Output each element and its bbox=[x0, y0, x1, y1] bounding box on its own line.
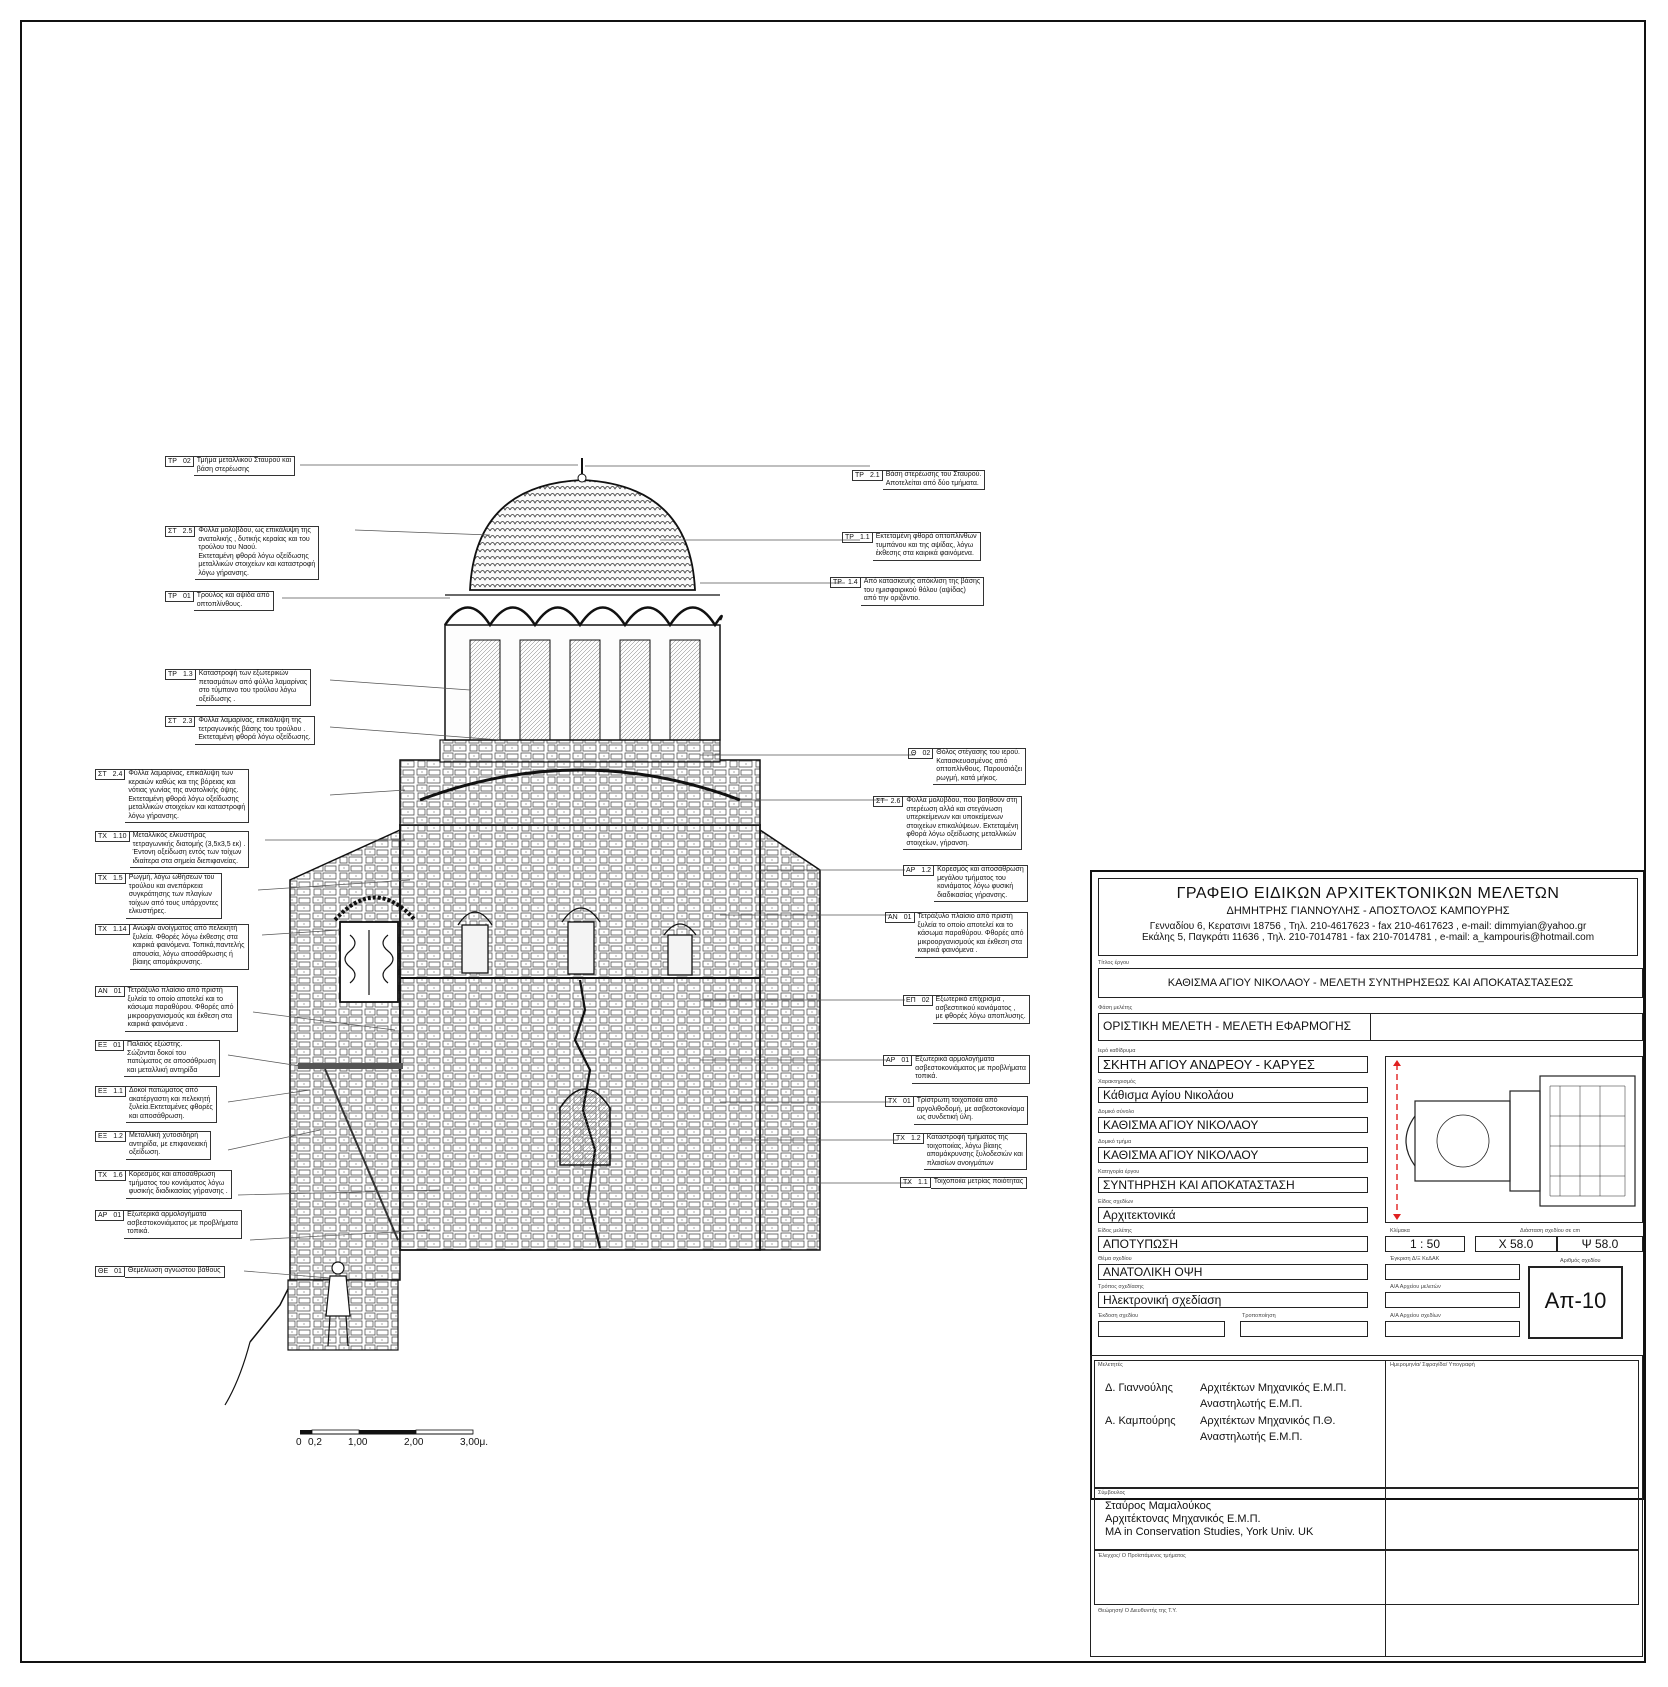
complex-label: Δομικό σύνολο bbox=[1098, 1109, 1135, 1115]
note-ep-02: ΕΠ 02 Εξωτερικό επίχρισμα , ασβεστιτικού κονιάματος , με φθορές λόγω αποπλυσης. bbox=[903, 995, 1030, 1024]
modification-field bbox=[1240, 1321, 1368, 1337]
author1-name: Δ. Γιαννούλης bbox=[1105, 1382, 1173, 1394]
note-ar-01-right: ΑΡ 01 Εξωτερικά αρμολογήματα ασβεστοκονιάματος με προβλήματα τοπικά. bbox=[883, 1055, 1030, 1084]
side-wall-right bbox=[760, 830, 820, 1250]
drawing-kind-field: Αρχιτεκτονικά bbox=[1098, 1207, 1368, 1223]
author1-title1: Αρχιτέκτων Μηχανικός Ε.Μ.Π. bbox=[1200, 1382, 1347, 1394]
holy-field: ΣΚΗΤΗ ΑΓΙΟΥ ΑΝΔΡΕΟΥ - ΚΑΡΥΕΣ bbox=[1098, 1056, 1368, 1073]
note-tx-1-5: ΤΧ 1.5 Ρωγμή, λόγω ωθήσεων του τρούλου και ανεπάρκεια συγκράτησης των πλαγίων τοίχων από τους υπάρχοντες ελκυστήρες. bbox=[95, 873, 222, 919]
drawing-kind-label: Είδος σχεδίων bbox=[1098, 1199, 1134, 1205]
approval-label: Έγκριση Δ/Ξ ΚεΔΑΚ bbox=[1390, 1256, 1440, 1262]
subject-label: Θέμα σχεδίου bbox=[1098, 1256, 1132, 1262]
approval-field bbox=[1385, 1264, 1520, 1280]
note-st-2-4: ΣΤ 2.4 Φύλλα λαμαρίνας, επικάλυψη των κεραιών καθώς και της βόρειας και νότιας γωνίας της ανατολικής όψης. Εκτεταμένη φθορά λόγω οξείδωσης μεταλλικών στοιχείων και καταστροφή λόγω γήρανσης. bbox=[95, 769, 249, 823]
section-field: ΚΑΘΙΣΜΑ ΑΓΙΟΥ ΝΙΚΟΛΑΟΥ bbox=[1098, 1147, 1368, 1163]
method-field: Ηλεκτρονική σχεδίαση bbox=[1098, 1292, 1368, 1308]
scale-bar-labels bbox=[296, 1437, 516, 1451]
dim-x-field: Χ 58.0 bbox=[1475, 1236, 1557, 1252]
edition-label: Έκδοση σχεδίου bbox=[1098, 1313, 1139, 1319]
note-tr-01: ΤΡ 01 Τρούλος και αψίδα από οπτοπλίνθους. bbox=[165, 591, 274, 611]
study-kind-label: Είδος μελέτης bbox=[1098, 1228, 1132, 1234]
method-label: Τρόπος σχεδίασης bbox=[1098, 1284, 1144, 1290]
author1-title2: Αναστηλωτής Ε.Μ.Π. bbox=[1200, 1398, 1303, 1410]
note-ar-1-2: ΑΡ 1.2 Κορεσμός και αποσάθρωση μεγάλου τμήματος του κονιάματος λόγω φυσική διαδικασίας γήρανσης. bbox=[903, 865, 1028, 902]
note-st-2-6: ΣΤ 2.6 Φύλλα μολύβδου, που βοηθούν στη στερέωση αλλά και στεγάνωση υπερκείμενων και υποκείμενων στοιχείων επικαλύψεων. Εκτεταμένη φθορά λόγω οξείδωσης μεταλλικών στοιχείων, γήρανση. bbox=[873, 796, 1022, 850]
firm-header bbox=[1098, 878, 1638, 956]
note-tx-1-10: ΤΧ 1.10 Μεταλλικός ελκυστήρας τετραγωνικής διατομής (3,5x3,5 εκ) . Έντονη οξείδωση εντός των τοίχων ιδιαίτερα στα σημεία διεπιφανείας. bbox=[95, 831, 249, 868]
note-tx-01: ΤΧ 01 Τρίστρωτη τοιχοποιία από αργολιθοδομή, με ασβεστοκονίαμα ως συνδετική ύλη. bbox=[885, 1096, 1028, 1125]
dome-base-square bbox=[440, 740, 720, 762]
note-tx-1-2: ΤΧ 1.2 Καταστροφή τμήματος της τοιχοποιίας, λόγω βίαιης απομάκρυνσης ξυλοδεσιών και πλαισίων ανοιγμάτων bbox=[893, 1133, 1027, 1170]
note-tr-1-3: ΤΡ 1.3 Καταστροφή των εξωτερικών πετασμάτων από φύλλα λαμαρίνας στο τύμπανο του τρούλου λόγω οξείδωσης . bbox=[165, 669, 311, 706]
approve-label: Θεώρηση/ Ο Διευθυντής της Τ.Υ. bbox=[1098, 1608, 1177, 1614]
dim-y-field: Ψ 58.0 bbox=[1557, 1236, 1643, 1252]
note-tr-1-4: ΤΡ 1.4 Από κατασκευής απόκλιση της βάσης του ημισφαιρικού θόλου (αψίδας) από την οριζόντιο. bbox=[830, 577, 984, 606]
firm-name: ΓΡΑΦΕΙΟ ΕΙΔΙΚΩΝ ΑΡΧΙΤΕΚΤΟΝΙΚΩΝ ΜΕΛΕΤΩΝ bbox=[1176, 885, 1560, 902]
note-ex-1-1: ΕΞ 1.1 Δοκοί πατώματος από ακατέργαστη και πελεκητή ξυλεία.Εκτεταμένες φθορές και αποσάθρωση. bbox=[95, 1086, 217, 1123]
author2-name: Α. Καμπούρης bbox=[1105, 1415, 1176, 1427]
advisor-name: Σταύρος Μαμαλούκος bbox=[1105, 1500, 1212, 1512]
drawing-no-label: Αριθμός σχεδίου bbox=[1560, 1258, 1601, 1264]
date-label: Ημερομηνία/ Σφραγίδα/ Υπογραφή bbox=[1390, 1362, 1475, 1368]
author2-title2: Αναστηλωτής Ε.Μ.Π. bbox=[1200, 1431, 1303, 1443]
modification-label: Τροποποίηση bbox=[1242, 1313, 1276, 1319]
phase-field: ΟΡΙΣΤΙΚΗ ΜΕΛΕΤΗ - ΜΕΛΕΤΗ ΕΦΑΡΜΟΓΗΣ bbox=[1098, 1013, 1643, 1041]
advisor-title: Αρχιτέκτονας Μηχανικός Ε.Μ.Π. bbox=[1105, 1513, 1261, 1525]
study-kind-field: ΑΠΟΤΥΠΩΣΗ bbox=[1098, 1236, 1368, 1252]
project-title: ΚΑΘΙΣΜΑ ΑΓΙΟΥ ΝΙΚΟΛΑΟΥ - ΜΕΛΕΤΗ ΣΥΝΤΗΡΗΣΕΩΣ ΚΑΙ ΑΠΟΚΑΤΑΣΤΑΣΕΩΣ bbox=[1098, 968, 1643, 998]
scale-bar bbox=[300, 1430, 473, 1434]
firm-address-1: Γενναδίου 6, Κερατσινι 18756 , Τηλ. 210-4617623 - fax 210-4617623 , e-mail: dimmyian@yahoo.gr bbox=[1149, 921, 1587, 932]
note-an-01-right: ΑΝ 01 Τετράξυλο πλαίσιο από πριστή ξυλεία το οποίο αποτελεί και το κάσωμα παραθύρου. Φθορές από μικροοργανισμούς και έκθεση στα καιρικά φαινόμενα . bbox=[885, 912, 1028, 958]
location-label: Χαρακτηρισμός bbox=[1098, 1079, 1136, 1085]
note-st-2-3: ΣΤ 2.3 Φύλλα λαμαρίνας, επικάλυψη της τετραγωνικής βάσης του τρούλου . Εκτεταμένη φθορά λόγω οξείδωσης. bbox=[165, 716, 315, 745]
advisor-degree: MA in Conservation Studies, York Univ. UK bbox=[1105, 1526, 1314, 1538]
drawing-number: Απ-10 bbox=[1528, 1266, 1623, 1339]
section-label: Δομικό τμήμα bbox=[1098, 1139, 1132, 1145]
lower-window bbox=[560, 1089, 610, 1165]
author2-title1: Αρχιτέκτων Μηχανικός Π.Θ. bbox=[1200, 1415, 1336, 1427]
category-field: ΣΥΝΤΗΡΗΣΗ ΚΑΙ ΑΠΟΚΑΤΑΣΤΑΣΗ bbox=[1098, 1177, 1368, 1193]
location-field: Κάθισμα Αγίου Νικολάου bbox=[1098, 1087, 1368, 1103]
note-an-01-left: ΑΝ 01 Τετράξυλο πλαίσιο από πριστή ξυλεία το οποίο αποτελεί και το κάσωμα παραθύρου. Φθορές από μικροοργανισμούς και έκθεση στα καιρικά φαινόμενα . bbox=[95, 986, 238, 1032]
archive-drawing-label: Α/Α Αρχείου σχεδίων bbox=[1390, 1313, 1441, 1319]
scale-label: Κλίμακα bbox=[1390, 1228, 1410, 1234]
advisor-text bbox=[1105, 1500, 1313, 1539]
advisor-label: Σύμβουλος bbox=[1098, 1490, 1126, 1496]
firm-partners: ΔΗΜΗΤΡΗΣ ΓΙΑΝΝΟΥΛΗΣ - ΑΠΟΣΤΟΛΟΣ ΚΑΜΠΟΥΡΗΣ bbox=[1226, 905, 1510, 917]
note-ex-1-2: ΕΞ 1.2 Μεταλλική χυτοσιδηρή αντηρίδα, με επιφανειακή οξείδωση. bbox=[95, 1131, 211, 1160]
main-wall bbox=[400, 825, 760, 1250]
note-the-01: ΘΕ 01 Θεμελίωση αγνώστου βάθους bbox=[95, 1266, 225, 1278]
holy-label: Ιερό καθίδρυμα bbox=[1098, 1048, 1136, 1054]
author-2 bbox=[1105, 1413, 1335, 1445]
note-tx-1-14: ΤΧ 1.14 Ανώφλι ανοίγματος από πελεκητή ξυλεία. Φθορές λόγω έκθεσης στα καιρικά φαινόμενα. Τοπικά,παντελής απουσία, λόγω αποσάθρωσης ή βίαιης απομάκρυνσης. bbox=[95, 924, 249, 970]
scale-label-2: 2,00 bbox=[404, 1437, 424, 1448]
archive-study-label: Α/Α Αρχείου μελετών bbox=[1390, 1284, 1441, 1290]
scale-label-3: 3,00μ. bbox=[460, 1437, 489, 1448]
scale-label-1: 1,00 bbox=[348, 1437, 368, 1448]
note-ex-01: ΕΞ 01 Παλαιός εξώστης. Σώζονται δοκοί του πατώματος σε αποσάθρωση και μεταλλική αντηρίδα bbox=[95, 1040, 220, 1077]
phase-label: Φάση μελέτης bbox=[1098, 1005, 1133, 1011]
scale-field: 1 : 50 bbox=[1385, 1236, 1465, 1252]
dome bbox=[470, 480, 695, 590]
note-ar-01-left: ΑΡ 01 Εξωτερικά αρμολογήματα ασβεστοκονιάματος με προβλήματα τοπικά. bbox=[95, 1210, 242, 1239]
check-label: Έλεγχος/ Ο Προϊστάμενος τμήματος bbox=[1098, 1553, 1186, 1559]
note-tr-2-1: ΤΡ 2.1 Βάση στερέωσης του Σταυρού. Αποτελείται από δύο τμήματα. bbox=[852, 470, 985, 490]
subject-field: ΑΝΑΤΟΛΙΚΗ ΟΨΗ bbox=[1098, 1264, 1368, 1280]
scale-label-0: 0 bbox=[296, 1437, 302, 1448]
firm-address-2: Εκάλης 5, Παγκράτι 11636 , Τηλ. 210-7014781 - fax 210-7014781 , e-mail: a_kampouris@hotmail.com bbox=[1141, 932, 1595, 943]
archive-drawing-field bbox=[1385, 1321, 1520, 1337]
note-th-02: Θ 02 Θόλος στέγασης του ιερού. Κατασκευασμένος από οπτοπλίνθους. Παρουσιάζει ρωγμή, κατά μήκος. bbox=[908, 748, 1026, 785]
authors-label: Μελετητές bbox=[1098, 1362, 1123, 1368]
note-tr-02: ΤΡ 02 Τμήμα μεταλλικού Σταυρού και βάση στερέωσης bbox=[165, 456, 295, 476]
scale-label-0-2: 0,2 bbox=[308, 1437, 322, 1448]
note-tx-1-1: ΤΧ 1.1 Τοιχοποιία μετρίας ποιότητας bbox=[900, 1177, 1027, 1189]
key-plan bbox=[1385, 1056, 1643, 1223]
note-tx-1-6: ΤΧ 1.6 Κορεσμός και αποσάθρωση τμήματος του κονιάματος λόγω φυσικής διαδικασίας γήρανσης . bbox=[95, 1170, 232, 1199]
balcony-beam bbox=[298, 1063, 403, 1069]
note-st-2-5: ΣΤ 2.5 Φύλλα μολύβδου, ως επικάλυψη της ανατολικής , δυτικής κεραίας και του τρούλου του Ναού. Εκτεταμένη φθορά λόγω οξείδωσης μεταλλικών στοιχείων και καταστροφή λόγω γήρανσης. bbox=[165, 526, 319, 580]
drum-arcades bbox=[445, 608, 722, 626]
note-tr-1-1: ΤΡ 1.1 Εκτεταμένη φθορά οπτοπλίνθων τυμπάνου και της αψίδας, λόγω έκθεσης στα καιρικά φαινόμενα. bbox=[842, 532, 981, 561]
edition-field bbox=[1098, 1321, 1225, 1337]
archive-study-field bbox=[1385, 1292, 1520, 1308]
author-1 bbox=[1105, 1380, 1346, 1412]
category-label: Κατηγορία έργου bbox=[1098, 1169, 1140, 1175]
complex-field: ΚΑΘΙΣΜΑ ΑΓΙΟΥ ΝΙΚΟΛΑΟΥ bbox=[1098, 1117, 1368, 1133]
project-title-label: Τίτλος έργου bbox=[1098, 960, 1130, 966]
dims-label: Διάσταση σχεδίου σε cm bbox=[1520, 1228, 1581, 1234]
